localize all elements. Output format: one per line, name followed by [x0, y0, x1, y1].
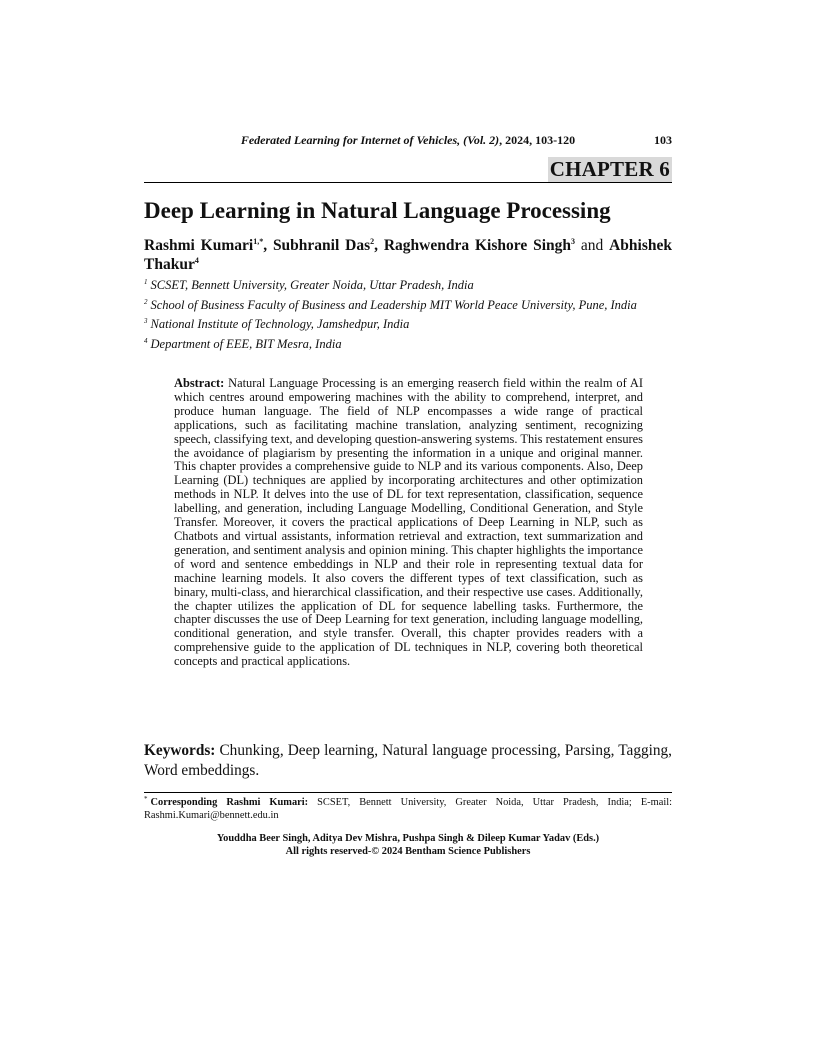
affiliation-text: School of Business Faculty of Business and Leadership MIT World Peace University, Pune, India	[150, 297, 637, 312]
chapter-title: Deep Learning in Natural Language Processing	[144, 198, 611, 223]
author-name: Subhranil Das	[272, 237, 371, 254]
abstract-label: Abstract:	[174, 376, 225, 390]
author-name: Rashmi Kumari	[144, 237, 254, 254]
affiliation-text: Department of EEE, BIT Mesra, India	[150, 336, 342, 351]
author-separator: ,	[374, 237, 384, 254]
running-header	[144, 133, 672, 148]
author-name: Raghwendra Kishore Singh	[383, 237, 571, 254]
affiliation-item	[144, 276, 684, 296]
abstract-text: Natural Language Processing is an emerging reaserch field within the realm of AI which centres around empowering machines with the ability to comprehend, interpret, and produce human language. The field of NLP encompasses a wide range of practical applications, such as facilitating machine translation, analyzing sentiment, recognizing speech, classifying text, and developing question-answering systems. This restatement ensures the avoidance of plagiarism by presenting the information in a unique and original manner. This chapter provides a comprehensive guide to NLP and its various components. Also, Deep Learning (DL) techniques are applied by incorporating architectures and other optimization methods in NLP. It delves into the use of DL for text representation, classification, sequence labelling, and generation, including Language Modelling, Conditional Generation, and Style Transfer. Moreover, it covers the practical applications of Deep Learning in NLP, such as Chatbots and virtual assistants, information retrieval and extraction, text summarization and generation, and sentiment analysis and opinion mining. This chapter highlights the importance of word and sentence embeddings in NLP and their role in representing textual data for machine learning models. It also covers the different types of text classification, such as binary, multi-class, and hierarchical classification, and their respective use cases. Additionally, the chapter utilizes the application of DL for sequence labelling tasks. Furthermore, the chapter discusses the use of Deep Learning for text generation, including language modelling, conditional generation, and style transfer. Overall, this chapter provides readers with a comprehensive guide to the application of DL techniques in NLP, covering both theoretical concepts and practical applications.	[174, 376, 643, 669]
keywords-text: Chunking, Deep learning, Natural language processing, Parsing, Tagging, Word embeddings.	[144, 742, 672, 779]
affiliation-list	[144, 276, 684, 354]
publisher-block	[144, 832, 672, 858]
editors-line: Youddha Beer Singh, Aditya Dev Mishra, Pushpa Singh & Dileep Kumar Yadav (Eds.)	[216, 833, 600, 844]
affiliation-item	[144, 335, 684, 355]
footnote-divider	[144, 792, 672, 793]
affiliation-number: 2	[144, 297, 148, 306]
affiliation-number: 4	[144, 336, 148, 345]
affiliation-item	[144, 296, 684, 316]
keywords	[144, 741, 672, 781]
footnote-label: Corresponding Rashmi Kumari:	[150, 797, 309, 808]
author-affiliation-mark: 4	[194, 256, 199, 265]
page-number: 103	[654, 133, 672, 147]
journal-title: Federated Learning for Internet of Vehicles, (Vol. 2)	[240, 133, 500, 147]
author-list	[144, 236, 672, 274]
author-separator: and	[575, 237, 610, 254]
footnote-mark: *	[144, 795, 148, 803]
author-affiliation-mark: 3	[571, 237, 575, 246]
journal-year-pages: , 2024, 103-120	[499, 133, 576, 147]
chapter-label: CHAPTER 6	[549, 157, 670, 181]
affiliation-text: SCSET, Bennett University, Greater Noida, Uttar Pradesh, India	[150, 278, 474, 292]
author-affiliation-mark: 1,*	[253, 237, 264, 246]
author-separator: ,	[263, 237, 273, 254]
affiliation-item	[144, 315, 684, 335]
author-name: Abhishek Thakur	[144, 237, 673, 273]
chapter-divider	[144, 182, 672, 183]
affiliation-number: 1	[144, 278, 148, 286]
author-affiliation-mark: 2	[370, 237, 375, 246]
rights-line: All rights reserved-© 2024 Bentham Science Publishers	[285, 846, 531, 857]
corresponding-author-footnote	[144, 796, 672, 822]
affiliation-number: 3	[144, 317, 148, 326]
keywords-label: Keywords:	[144, 742, 216, 759]
footnote-text: SCSET, Bennett University, Greater Noida, Uttar Pradesh, India; E-mail: Rashmi.Kumari@bennett.edu.in	[144, 797, 672, 821]
affiliation-text: National Institute of Technology, Jamshedpur, India	[150, 317, 410, 332]
abstract	[174, 377, 643, 669]
